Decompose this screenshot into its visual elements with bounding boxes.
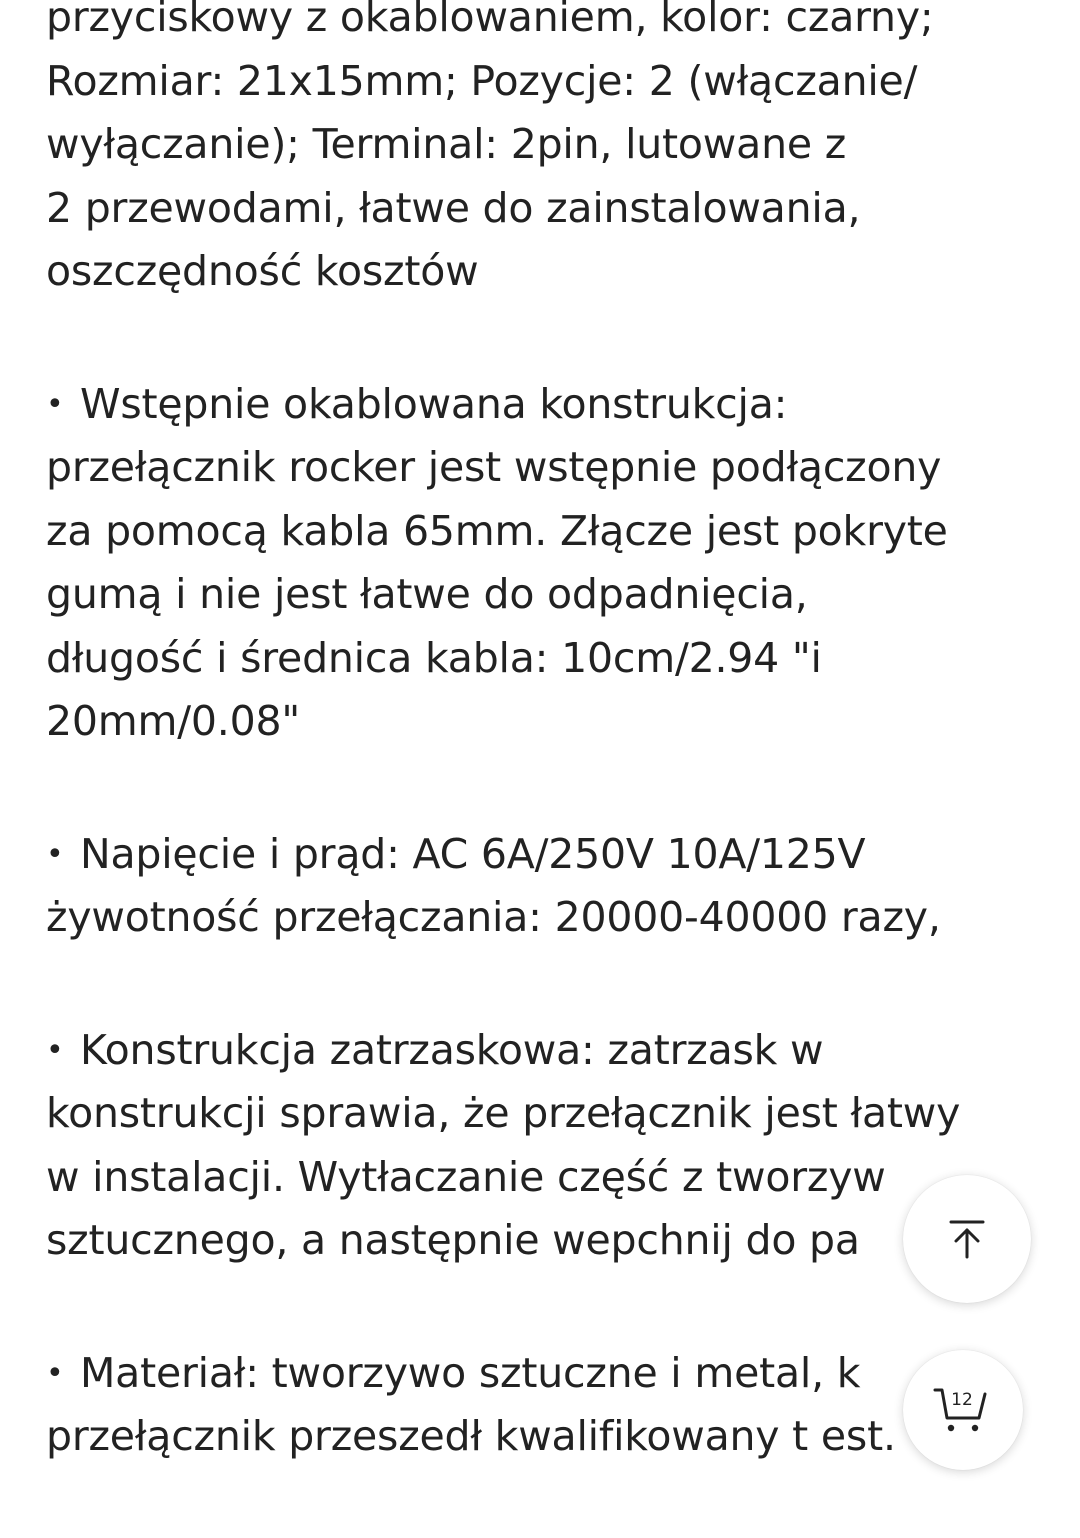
description-line	[46, 373, 1046, 437]
description-line: Rozmiar: 21x15mm; Pozycje: 2 (włączanie/	[46, 56, 918, 105]
product-description	[46, 0, 1046, 1538]
cart-icon-wrap	[933, 1386, 993, 1434]
description-line: 20mm/0.08"	[46, 697, 301, 745]
scroll-to-top-button[interactable]	[903, 1175, 1031, 1303]
description-line: za pomocą kabla 65mm. Złącze jest pokryte	[46, 506, 948, 555]
description-line: przełącznik przeszedł kwalifikowany t est.	[46, 1412, 896, 1460]
description-paragraph	[46, 823, 1046, 950]
description-line: przełącznik rocker jest wstępnie podłączony	[46, 443, 942, 491]
bullet-marker: •	[46, 1032, 64, 1068]
description-line-text: Konstrukcja zatrzaskowa: zatrzask w	[80, 1025, 824, 1074]
cart-count-badge: 12	[951, 1390, 973, 1410]
description-line-text: Napięcie i prąd: AC 6A/250V 10A/125V	[80, 829, 866, 878]
description-line: 2 przewodami, łatwe do zainstalowania,	[46, 183, 861, 232]
bullet-marker: •	[46, 386, 64, 422]
description-line: w instalacji. Wytłaczanie część z tworzyw	[46, 1152, 886, 1201]
description-paragraph	[46, 373, 1046, 754]
description-paragraph	[46, 1342, 1046, 1469]
description-paragraph	[46, 0, 1046, 304]
description-line	[46, 823, 1046, 887]
description-line: wyłączanie); Terminal: 2pin, lutowane z	[46, 120, 847, 168]
description-line: gumą i nie jest łatwe do odpadnięcia,	[46, 570, 808, 618]
description-paragraph	[46, 1019, 1046, 1273]
description-line-text: Wstępnie okablowana konstrukcja:	[80, 379, 788, 428]
cart-button[interactable]	[903, 1350, 1023, 1470]
description-line	[46, 1342, 1046, 1406]
description-line: sztucznego, a następnie wepchnij do pa	[46, 1216, 860, 1264]
bullet-marker: •	[46, 836, 64, 872]
arrow-to-top-icon	[945, 1217, 989, 1261]
description-line: konstrukcji sprawia, że przełącznik jest łatwy	[46, 1089, 961, 1137]
description-line-text: Materiał: tworzywo sztuczne i metal, k	[80, 1348, 861, 1397]
bullet-marker: •	[46, 1355, 64, 1391]
description-line	[46, 1019, 1046, 1083]
description-line: długość i średnica kabla: 10cm/2.94 "i	[46, 633, 822, 682]
description-line: oszczędność kosztów	[46, 247, 479, 295]
description-line: żywotność przełączania: 20000-40000 razy,	[46, 893, 941, 941]
description-line: przyciskowy z okablowaniem, kolor: czarny;	[46, 0, 934, 41]
